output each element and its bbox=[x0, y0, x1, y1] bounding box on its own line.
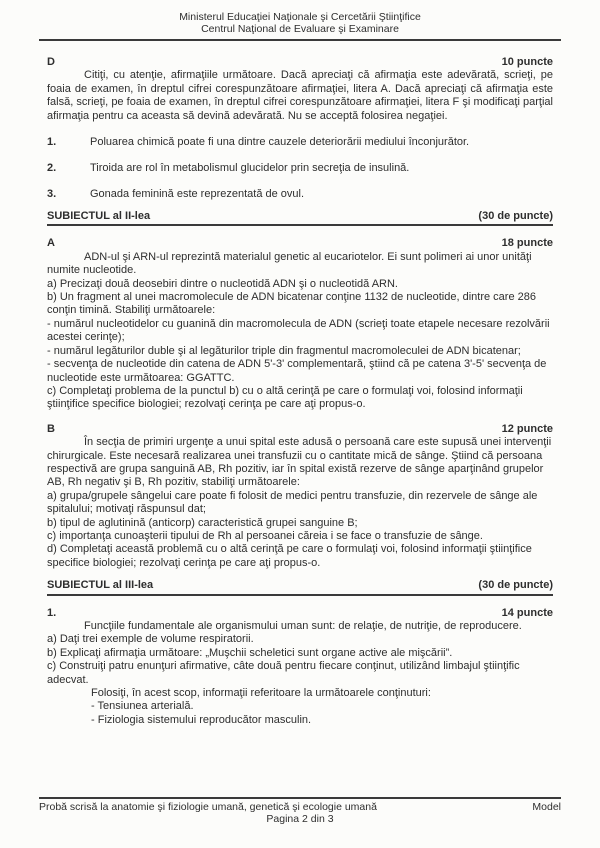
section-d-label: D bbox=[47, 56, 55, 68]
task-b-body bbox=[47, 436, 553, 570]
task-1-line: c) Construiţi patru enunţuri afirmative, câte două pentru fiecare conţinut, utilizând limbajul ştiinţific adecvat. bbox=[47, 660, 520, 686]
task-b-line: a) grupa/grupele sângelui care poate fi folosit de medici pentru transfuzie, din rezervele de sânge ale spitalului; motivaţi răspunsul dat; bbox=[47, 489, 538, 516]
subject-ii-title: SUBIECTUL al II-lea bbox=[47, 210, 151, 223]
task-b-line: b) tipul de aglutinină (anticorp) caracteristică grupei sanguine B; bbox=[47, 516, 358, 529]
statement-number: 2. bbox=[47, 161, 57, 174]
task-a-line: - secvenţa de nucleotide din catena de ADN 5'-3' complementară, ştiind că pe catena 3'-5' secvenţa de nucleotide este următoarea: GGATTC. bbox=[47, 358, 547, 384]
task-b-line: d) Completaţi această problemă cu o altă cerinţă pe care o formulaţi voi, folosind informaţii ştiinţifice specifice biologiei; rezolvaţi cerinţa pe care aţi propus-o. bbox=[47, 543, 532, 569]
section-d-instructions: Citiţi, cu atenţie, afirmaţiile următoare. Dacă apreciaţi că afirmaţia este adevărată, scrieţi, pe foaia de examen, în dreptul cifrei corespunzătoare afirmaţiei, litera A. Dacă apreciaţi că afirmaţia este falsă, scrieţi, pe foaia de examen, în dreptul cifrei corespunzătoare afirmaţiei, litera F şi modificaţi parţial afirmaţia pentru ca aceasta să devină adevărată. Nu se acceptă folosirea negaţiei. bbox=[47, 69, 553, 122]
statement-text: Tiroida are rol în metabolismul glucidelor prin secreţia de insulină. bbox=[90, 161, 410, 174]
task-1-points: 14 puncte bbox=[501, 606, 553, 619]
task-a-label: A bbox=[47, 237, 55, 250]
task-a-heading bbox=[47, 237, 553, 250]
subject-ii-heading bbox=[47, 210, 553, 226]
document-footer bbox=[39, 797, 561, 825]
task-a-line: c) Completaţi problema de la punctul b) cu o altă cerinţă pe care o formulaţi voi, folosind informaţii ştiinţifice specifice biologiei; rezolvaţi cerinţa pe care aţi propus-o. bbox=[47, 384, 523, 411]
task-a-intro: ADN-ul şi ARN-ul reprezintă materialul genetic al eucariotelor. Ei sunt polimeri ai unor unităţi numite nucleotide. bbox=[47, 250, 532, 277]
statement-item bbox=[47, 162, 553, 175]
task-1-content-bullet: - Tensiunea arterială. bbox=[91, 700, 194, 713]
header-rule bbox=[39, 39, 561, 41]
section-d-heading bbox=[47, 56, 553, 69]
task-a-line: a) Precizaţi două deosebiri dintre o nucleotidă ADN şi o nucleotidă ARN. bbox=[47, 277, 398, 290]
document-header bbox=[47, 12, 553, 35]
statement-item bbox=[47, 136, 553, 149]
statement-number: 3. bbox=[47, 187, 57, 200]
ministry-line: Ministerul Educaţiei Naţionale şi Cercetării Ştiinţifice bbox=[179, 11, 421, 23]
task-1-content-bullet: - Fiziologia sistemului reproducător masculin. bbox=[91, 713, 312, 726]
footer-page-number: Pagina 2 din 3 bbox=[266, 813, 334, 825]
section-d-points: 10 puncte bbox=[501, 56, 553, 68]
task-1-line: a) Daţi trei exemple de volume respiratorii. bbox=[47, 633, 254, 646]
subject-ii-points: (30 de puncte) bbox=[478, 210, 553, 223]
subject-iii-heading bbox=[47, 579, 553, 595]
footer-model-label: Model bbox=[532, 801, 561, 813]
task-1-contents-intro: Folosiţi, în acest scop, informaţii referitoare la următoarele conţinuturi: bbox=[91, 687, 431, 700]
task-b-points: 12 puncte bbox=[501, 422, 553, 435]
statement-item bbox=[47, 188, 553, 201]
statement-text: Gonada feminină este reprezentată de ovul. bbox=[90, 187, 305, 200]
task-1-line: b) Explicaţi afirmaţia următoare: „Muşchii scheletici sunt organe active ale mişcării”. bbox=[47, 646, 453, 659]
task-1-label: 1. bbox=[47, 606, 57, 619]
task-a-points: 18 puncte bbox=[501, 237, 553, 250]
footer-exam-title: Probă scrisă la anatomie şi fiziologie umană, genetică şi ecologie umană bbox=[39, 801, 377, 813]
task-b-intro: În secţia de primiri urgenţe a unui spital este adusă o persoană care este supusă unei intervenţii chirurgicale. Este necesară realizarea unei transfuzii cu o cantitate mică de sânge. Ştiind că persoana respectivă are grupa sanguină AB, Rh pozitiv, iar în spital există rezerve de sânge aparţinând grupelor AB, Rh negativ şi B, Rh pozitiv, stabiliţi următoarele: bbox=[47, 436, 552, 489]
task-a-line: - numărul legăturilor duble şi al legăturilor triple din fragmentul macromoleculei de ADN bicatenar; bbox=[47, 344, 521, 357]
footer-row bbox=[39, 801, 561, 813]
subject-iii-title: SUBIECTUL al III-lea bbox=[47, 579, 154, 592]
task-b-line: c) importanţa cunoaşterii tipului de Rh al persoanei căreia i se face o transfuzie de sânge. bbox=[47, 529, 483, 542]
subject-iii-points: (30 de puncte) bbox=[478, 579, 553, 592]
task-a-line: b) Un fragment al unei macromolecule de ADN bicatenar conţine 1132 de nucleotide, dintre care 286 conţin timină. Stabiliţi următoarele: bbox=[47, 291, 536, 317]
statement-text: Poluarea chimică poate fi una dintre cauzele deteriorării mediului înconjurător. bbox=[90, 135, 470, 148]
task-b-heading bbox=[47, 423, 553, 436]
task-b-label: B bbox=[47, 422, 55, 435]
task-1-heading bbox=[47, 607, 553, 620]
task-a-body bbox=[47, 251, 553, 412]
task-a-line: - numărul nucleotidelor cu guanină din macromolecula de ADN (scrieţi toate etapele necesare rezolvării acestei cerinţe); bbox=[47, 317, 550, 344]
center-line: Centrul Naţional de Evaluare şi Examinare bbox=[201, 22, 399, 35]
statement-number: 1. bbox=[47, 135, 57, 148]
task-1-body bbox=[47, 620, 553, 727]
task-1-intro: Funcţiile fundamentale ale organismului uman sunt: de relaţie, de nutriţie, de reproducere. bbox=[84, 620, 522, 632]
